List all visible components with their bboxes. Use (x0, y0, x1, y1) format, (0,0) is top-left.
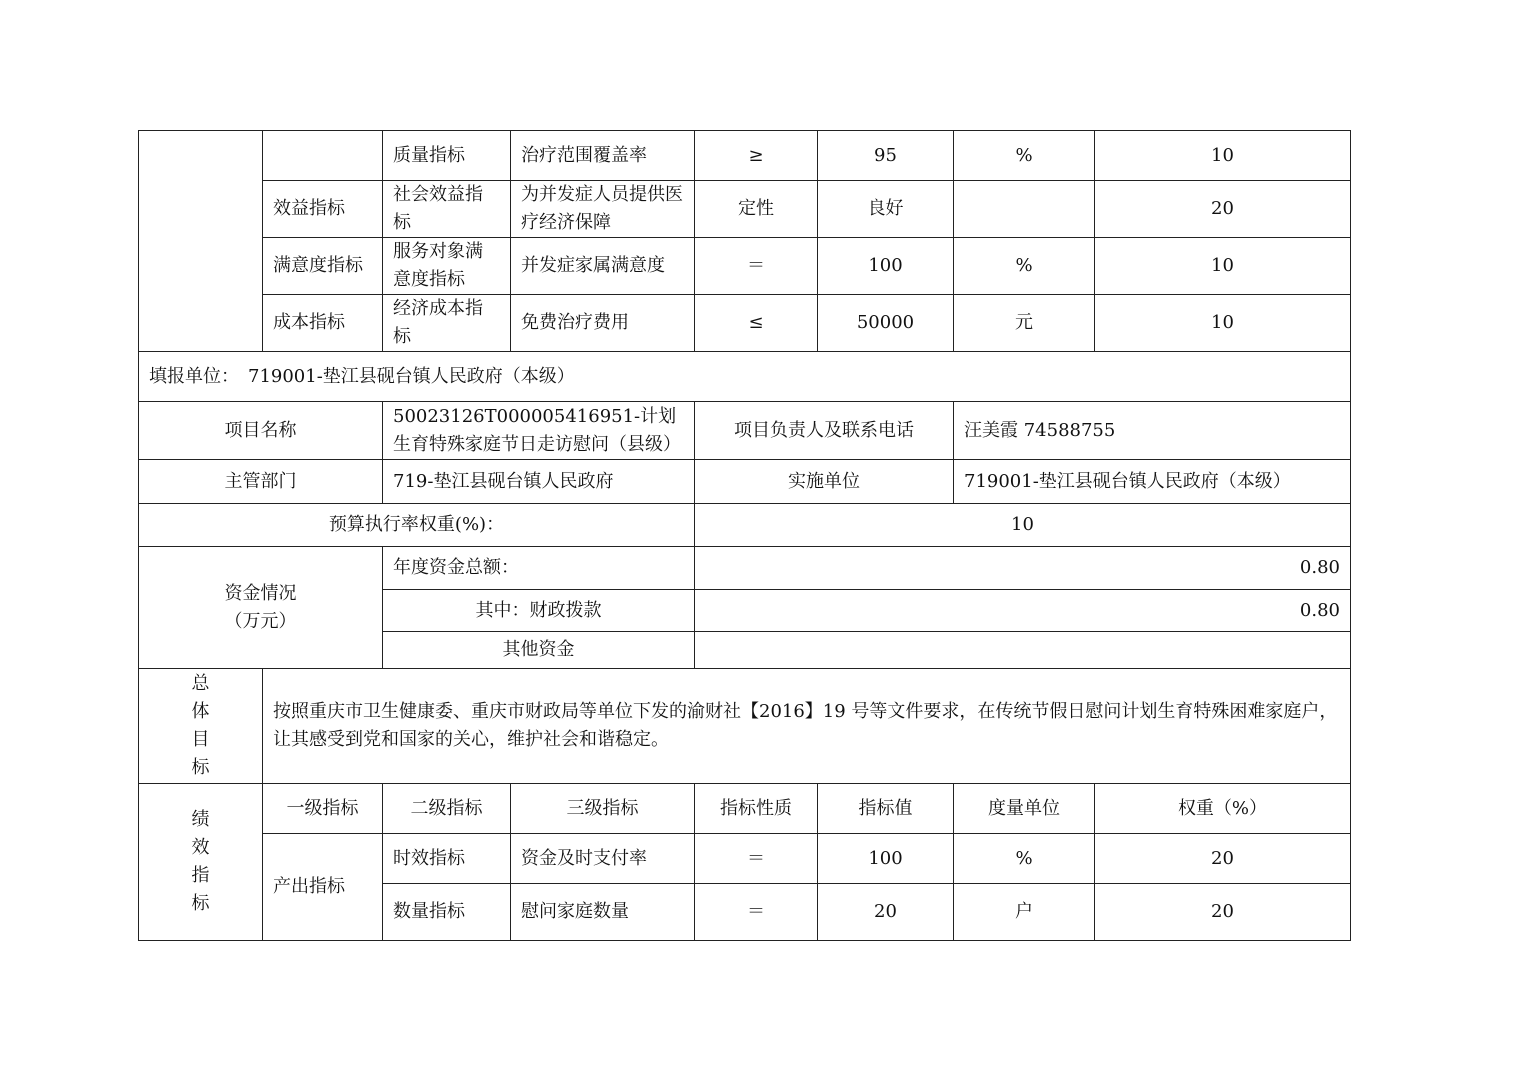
department-label: 主管部门 (139, 460, 383, 504)
funds-total-value: 0.80 (695, 547, 1351, 590)
performance-table (138, 130, 1351, 941)
level3-cell: 免费治疗费用 (511, 295, 695, 352)
header-nature: 指标性质 (695, 784, 818, 834)
funds-fiscal-label: 其中：财政拨款 (383, 590, 695, 632)
project-name-value: 50023126T000005416951-计划生育特殊家庭节日走访慰问（县级） (383, 402, 695, 460)
department-value: 719-垫江县砚台镇人民政府 (383, 460, 695, 504)
project-name-label: 项目名称 (139, 402, 383, 460)
indicator-row (139, 131, 1351, 181)
reporting-unit-row (139, 352, 1351, 402)
funds-fiscal-value: 0.80 (695, 590, 1351, 632)
value-cell: 50000 (818, 295, 954, 352)
unit-cell: % (954, 834, 1095, 884)
funds-label-line2: （万元） (224, 610, 297, 632)
level2-cell: 服务对象满意度指标 (383, 238, 511, 295)
level3-cell: 资金及时支付率 (511, 834, 695, 884)
level2-cell: 时效指标 (383, 834, 511, 884)
unit-cell: 元 (954, 295, 1095, 352)
blank-cell (263, 131, 383, 181)
funds-total-label: 年度资金总额： (383, 547, 695, 590)
header-unit: 度量单位 (954, 784, 1095, 834)
funds-total-row (139, 547, 1351, 590)
level2-cell: 质量指标 (383, 131, 511, 181)
header-value: 指标值 (818, 784, 954, 834)
weight-cell: 20 (1095, 834, 1351, 884)
goal-label-char: 目 (191, 729, 210, 750)
value-cell: 100 (818, 238, 954, 295)
goal-label (139, 669, 263, 784)
header-level1: 一级指标 (263, 784, 383, 834)
value-cell: 良好 (818, 181, 954, 238)
nature-cell: ≥ (695, 131, 818, 181)
level3-cell: 治疗范围覆盖率 (511, 131, 695, 181)
header-weight: 权重（%） (1095, 784, 1351, 834)
funds-label-line1: 资金情况 (224, 582, 297, 604)
project-row (139, 402, 1351, 460)
level2-cell: 经济成本指标 (383, 295, 511, 352)
weight-cell: 20 (1095, 884, 1351, 941)
unit-cell: 户 (954, 884, 1095, 941)
contact-label: 项目负责人及联系电话 (695, 402, 954, 460)
weight-cell: 10 (1095, 131, 1351, 181)
value-cell: 95 (818, 131, 954, 181)
budget-weight-label: 预算执行率权重(%)： (139, 504, 695, 547)
nature-cell: ＝ (695, 238, 818, 295)
value-cell: 100 (818, 834, 954, 884)
department-row (139, 460, 1351, 504)
indicators-label (139, 784, 263, 941)
level1-cell: 成本指标 (263, 295, 383, 352)
funds-label (139, 547, 383, 669)
blank-cell (139, 131, 263, 352)
indicator-row (139, 295, 1351, 352)
unit-cell: % (954, 131, 1095, 181)
goal-label-char: 总 (191, 673, 210, 694)
budget-weight-value: 10 (695, 504, 1351, 547)
level2-cell: 社会效益指标 (383, 181, 511, 238)
nature-cell: ＝ (695, 834, 818, 884)
budget-weight-row (139, 504, 1351, 547)
contact-value: 汪美霞 74588755 (954, 402, 1351, 460)
goal-label-char: 标 (191, 757, 210, 778)
indicators-label-char: 绩 (191, 809, 210, 830)
nature-cell: ＝ (695, 884, 818, 941)
implementer-label: 实施单位 (695, 460, 954, 504)
indicator-row (139, 834, 1351, 884)
goal-text: 按照重庆市卫生健康委、重庆市财政局等单位下发的渝财社【2016】19 号等文件要求，在传统节假日慰问计划生育特殊困难家庭户，让其感受到党和国家的关心，维护社会和谐稳定。 (263, 669, 1351, 784)
indicator-row (139, 181, 1351, 238)
indicators-label-char: 指 (191, 865, 210, 886)
header-level3: 三级指标 (511, 784, 695, 834)
level1-cell: 满意度指标 (263, 238, 383, 295)
output-indicator-label: 产出指标 (263, 834, 383, 941)
weight-cell: 10 (1095, 238, 1351, 295)
level1-cell: 效益指标 (263, 181, 383, 238)
header-level2: 二级指标 (383, 784, 511, 834)
implementer-value: 719001-垫江县砚台镇人民政府（本级） (954, 460, 1351, 504)
level3-cell: 为并发症人员提供医疗经济保障 (511, 181, 695, 238)
indicator-row (139, 238, 1351, 295)
funds-other-value (695, 632, 1351, 669)
indicator-header-row (139, 784, 1351, 834)
goal-label-char: 体 (191, 701, 210, 722)
weight-cell: 10 (1095, 295, 1351, 352)
indicators-label-char: 标 (191, 893, 210, 914)
unit-cell (954, 181, 1095, 238)
nature-cell: 定性 (695, 181, 818, 238)
level3-cell: 慰问家庭数量 (511, 884, 695, 941)
nature-cell: ≤ (695, 295, 818, 352)
reporting-unit: 填报单位： 719001-垫江县砚台镇人民政府（本级） (139, 352, 1351, 402)
weight-cell: 20 (1095, 181, 1351, 238)
indicators-label-char: 效 (191, 837, 210, 858)
unit-cell: % (954, 238, 1095, 295)
value-cell: 20 (818, 884, 954, 941)
level3-cell: 并发症家属满意度 (511, 238, 695, 295)
funds-other-label: 其他资金 (383, 632, 695, 669)
level2-cell: 数量指标 (383, 884, 511, 941)
goal-row (139, 669, 1351, 784)
